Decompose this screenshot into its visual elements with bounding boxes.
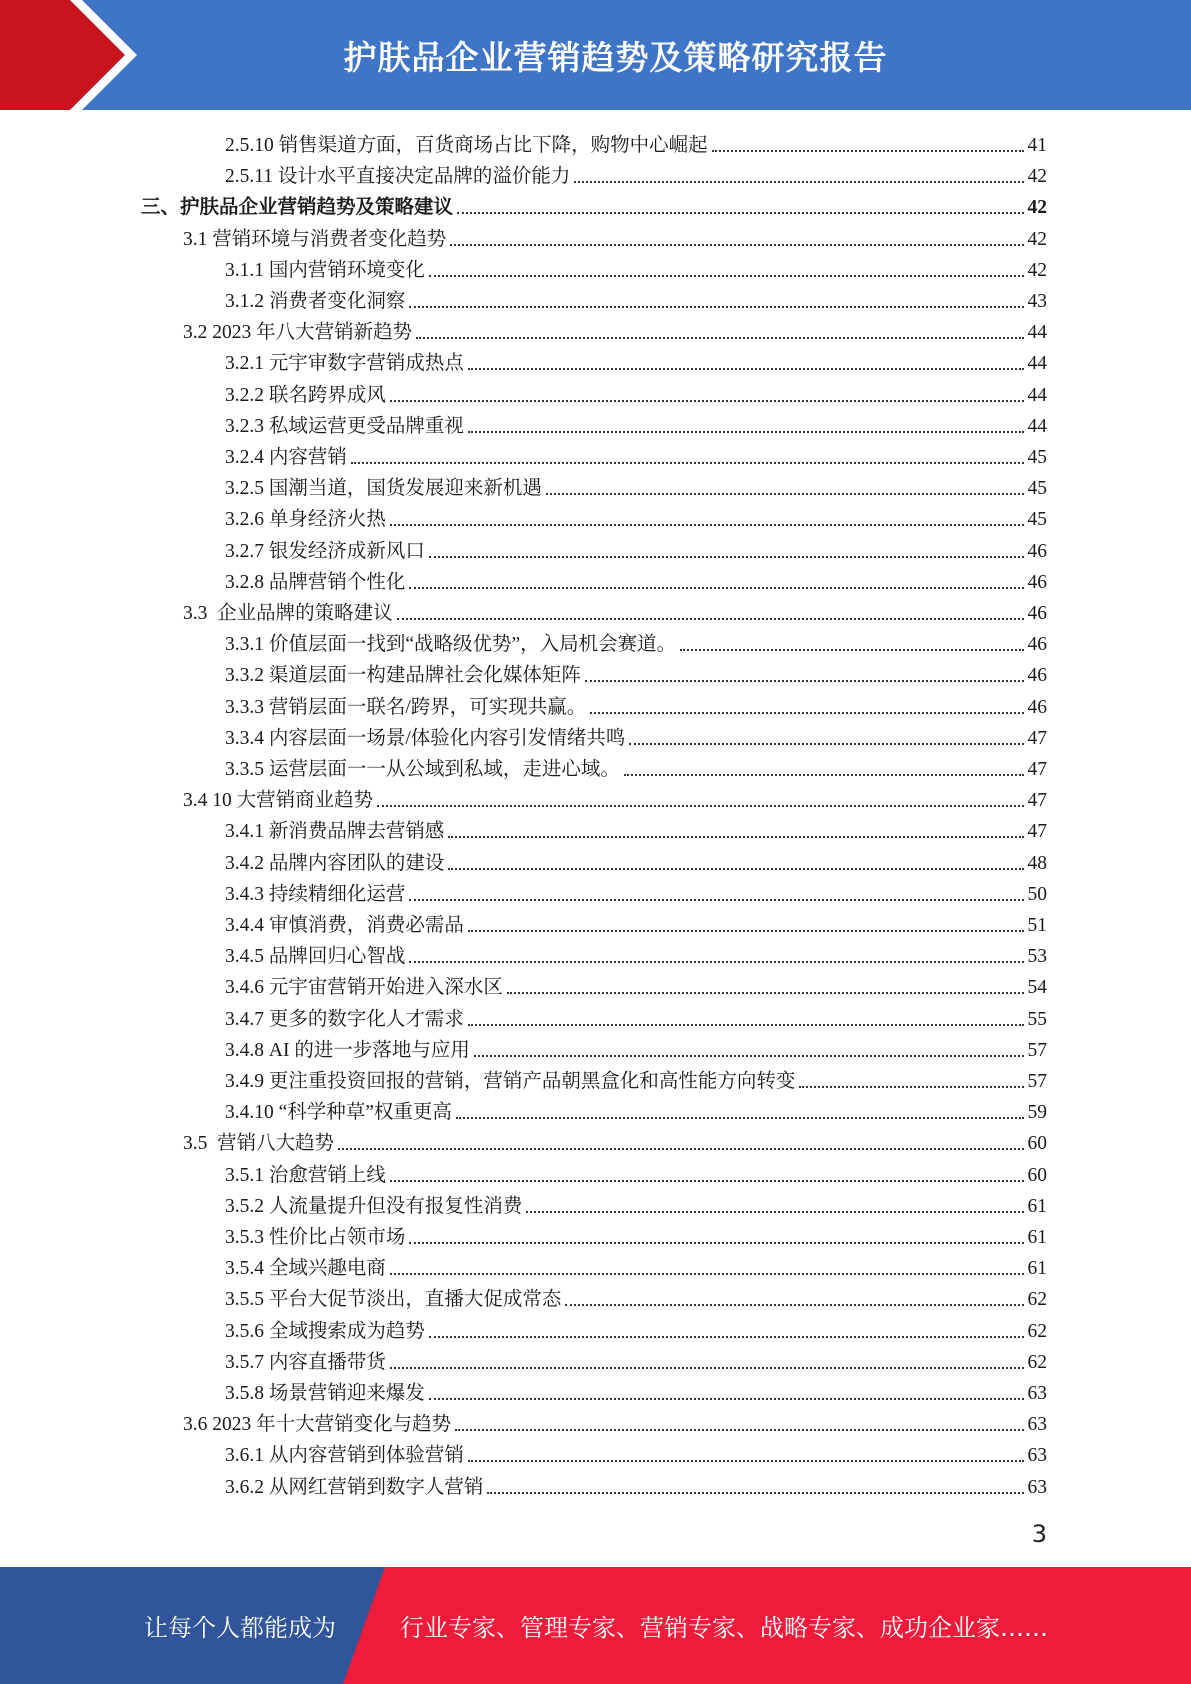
toc-entry-number: 3.6.2 xyxy=(225,1476,269,1498)
toc-entry-number: 3.4.1 xyxy=(225,821,269,843)
toc-entry-title: 2023 年八大营销新趋势 xyxy=(212,322,413,344)
toc-entry[interactable] xyxy=(225,938,1047,969)
toc-entry-page: 60 xyxy=(1027,1164,1047,1186)
toc-entry-number: 3.3.4 xyxy=(225,727,269,749)
toc-entry[interactable] xyxy=(225,1188,1047,1219)
footer-slogan: 让每个人都能成为 xyxy=(144,1614,336,1642)
toc-dot-leader xyxy=(390,524,1024,526)
toc-entry-page: 63 xyxy=(1027,1383,1047,1404)
toc-entry-number: 3.5.5 xyxy=(225,1289,269,1311)
toc-entry-title: 治愈营销上线 xyxy=(268,1164,386,1186)
toc-entry-page: 45 xyxy=(1027,509,1047,531)
toc-entry[interactable] xyxy=(225,533,1047,564)
toc-entry[interactable] xyxy=(225,1344,1047,1375)
toc-entry-title: 营销层面一联名/跨界，可实现共赢。 xyxy=(268,696,587,718)
toc-entry-title: 平台大促节淡出，直播大促成常态 xyxy=(268,1289,562,1311)
toc-entry[interactable] xyxy=(225,1281,1047,1312)
toc-entry-number: 3.5 xyxy=(183,1133,218,1155)
toc-entry-page: 46 xyxy=(1027,540,1047,562)
toc-entry-title: 三、护肤品企业营销趋势及策略建议 xyxy=(141,197,454,219)
toc-entry-title: 内容营销 xyxy=(268,447,347,468)
toc-entry-number: 3.5.2 xyxy=(225,1195,269,1217)
toc-entry[interactable] xyxy=(225,626,1047,657)
toc-entry[interactable] xyxy=(225,1032,1047,1063)
toc-dot-leader xyxy=(468,368,1024,370)
toc-entry[interactable] xyxy=(225,1063,1047,1094)
toc-dot-leader xyxy=(565,1304,1023,1306)
toc-entry[interactable] xyxy=(183,1125,1047,1156)
toc-entry-title: 审慎消费，消费必需品 xyxy=(268,915,464,936)
toc-entry[interactable] xyxy=(225,657,1047,688)
toc-entry-page: 45 xyxy=(1027,447,1047,468)
toc-entry-title: 国潮当道，国货发展迎来新机遇 xyxy=(268,478,542,500)
toc-entry-page: 62 xyxy=(1027,1320,1047,1342)
toc-entry[interactable] xyxy=(225,720,1047,751)
toc-entry-number: 3.2 xyxy=(183,322,213,344)
toc-entry-number: 3.3 xyxy=(183,603,218,624)
toc-dot-leader xyxy=(429,556,1024,558)
toc-entry-title: 性价比占领市场 xyxy=(268,1227,406,1248)
toc-dot-leader xyxy=(390,1273,1024,1275)
toc-dot-leader xyxy=(409,1242,1023,1244)
toc-entry-page: 61 xyxy=(1027,1227,1047,1248)
toc-entry-number: 3.4.10 xyxy=(225,1102,279,1124)
toc-entry-page: 50 xyxy=(1027,883,1047,905)
toc-dot-leader xyxy=(429,275,1024,277)
toc-entry[interactable] xyxy=(225,689,1047,720)
toc-entry-title: 从网红营销到数字人营销 xyxy=(268,1476,484,1498)
toc-entry-title: 单身经济火热 xyxy=(268,509,386,531)
toc-entry-number: 3.5.6 xyxy=(225,1320,269,1342)
toc-entry-number: 3.3.5 xyxy=(225,759,269,780)
toc-dot-leader xyxy=(390,1367,1024,1369)
toc-entry[interactable] xyxy=(225,408,1047,439)
toc-entry-title: 国内营销环境变化 xyxy=(268,259,425,281)
toc-dot-leader xyxy=(457,212,1023,214)
toc-entry-title: 新消费品牌去营销感 xyxy=(268,821,445,843)
toc-entry-number: 3.2.2 xyxy=(225,384,269,406)
toc-entry-page: 63 xyxy=(1027,1414,1047,1436)
toc-entry[interactable] xyxy=(183,595,1047,626)
toc-entry-number: 3.4.3 xyxy=(225,883,269,905)
toc-entry-page: 46 xyxy=(1027,696,1047,718)
toc-entry-title: AI 的进一步落地与应用 xyxy=(268,1039,470,1061)
toc-dot-leader xyxy=(799,1086,1023,1088)
toc-entry-number: 3.3.1 xyxy=(225,634,269,656)
toc-entry[interactable] xyxy=(225,470,1047,501)
toc-entry[interactable] xyxy=(225,158,1047,189)
toc-entry[interactable] xyxy=(183,782,1047,813)
toc-entry[interactable] xyxy=(225,1094,1047,1125)
toc-entry-title: 品牌营销个性化 xyxy=(268,571,406,593)
toc-entry-number: 3.2.5 xyxy=(225,478,269,500)
toc-entry-number: 3.2.7 xyxy=(225,540,269,562)
toc-entry-page: 63 xyxy=(1027,1476,1047,1498)
toc-entry-page: 55 xyxy=(1027,1008,1047,1030)
toc-entry-number: 3.3.3 xyxy=(225,696,269,718)
toc-entry-title: 销售渠道方面，百货商场占比下降，购物中心崛起 xyxy=(278,135,708,156)
toc-entry[interactable] xyxy=(225,813,1047,844)
toc-entry-number: 3.4.6 xyxy=(225,977,269,999)
toc-entry[interactable] xyxy=(225,1250,1047,1281)
toc-entry-title: 元宇审数字营销成热点 xyxy=(268,353,464,375)
toc-dot-leader xyxy=(456,1117,1024,1119)
toc-entry-number: 3.2.4 xyxy=(225,447,269,468)
toc-dot-leader xyxy=(680,649,1023,651)
toc-entry-page: 57 xyxy=(1027,1039,1047,1061)
toc-dot-leader xyxy=(377,805,1023,807)
toc-entry-page: 46 xyxy=(1027,634,1047,656)
toc-entry[interactable] xyxy=(225,501,1047,532)
toc-entry-title: 从内容营销到体验营销 xyxy=(268,1445,464,1467)
toc-entry[interactable] xyxy=(225,283,1047,314)
toc-dot-leader xyxy=(397,618,1024,620)
toc-entry-title: 元宇宙营销开始进入深水区 xyxy=(268,977,503,999)
toc-entry[interactable] xyxy=(225,751,1047,782)
toc-entry-page: 43 xyxy=(1027,291,1047,312)
toc-entry[interactable] xyxy=(225,907,1047,938)
toc-entry-number: 3.5.4 xyxy=(225,1258,269,1280)
toc-entry-number: 3.4 xyxy=(183,790,213,812)
toc-entry-page: 42 xyxy=(1027,259,1047,281)
toc-entry-title: 营销八大趋势 xyxy=(217,1133,335,1155)
toc-entry-page: 48 xyxy=(1027,852,1047,874)
toc-entry-page: 42 xyxy=(1027,166,1047,188)
toc-entry[interactable] xyxy=(183,1406,1047,1437)
toc-dot-leader xyxy=(390,1180,1024,1182)
toc-entry-title: 营销环境与消费者变化趋势 xyxy=(212,228,447,250)
toc-entry-page: 46 xyxy=(1027,571,1047,593)
toc-dot-leader xyxy=(629,743,1023,745)
report-title: 护肤品企业营销趋势及策略研究报告 xyxy=(343,37,888,77)
toc-dot-leader xyxy=(585,680,1024,682)
toc-entry-title: 运营层面一一从公域到私域，走进心域。 xyxy=(268,759,620,780)
toc-entry-page: 53 xyxy=(1027,946,1047,968)
page-number: 3 xyxy=(1031,1520,1047,1548)
toc-entry-number: 3.2.8 xyxy=(225,571,269,593)
toc-entry-title: 企业品牌的策略建议 xyxy=(217,603,393,624)
toc-entry-number: 3.4.7 xyxy=(225,1008,269,1030)
toc-dot-leader xyxy=(546,493,1024,495)
toc-entry[interactable] xyxy=(225,1469,1047,1500)
toc-entry-page: 46 xyxy=(1027,603,1047,624)
toc-dot-leader xyxy=(526,1211,1023,1213)
toc-entry[interactable] xyxy=(225,1157,1047,1188)
toc-entry-title: 设计水平直接决定品牌的溢价能力 xyxy=(277,166,571,188)
toc-entry-number: 3.5.3 xyxy=(225,1227,269,1248)
toc-entry-title: 联名跨界成风 xyxy=(268,384,386,406)
toc-entry-page: 51 xyxy=(1027,915,1047,936)
toc-entry-title: 消费者变化洞察 xyxy=(268,291,406,312)
toc-dot-leader xyxy=(487,1492,1023,1494)
toc-dot-leader xyxy=(429,1336,1024,1338)
toc-entry-page: 60 xyxy=(1027,1133,1047,1155)
toc-entry[interactable] xyxy=(225,564,1047,595)
toc-dot-leader xyxy=(455,1429,1023,1431)
toc-entry[interactable] xyxy=(225,345,1047,376)
toc-dot-leader xyxy=(338,1148,1023,1150)
footer-banner xyxy=(0,1567,1191,1684)
toc-entry[interactable] xyxy=(225,1219,1047,1250)
toc-dot-leader xyxy=(409,587,1023,589)
toc-dot-leader xyxy=(624,774,1024,776)
toc-entry[interactable] xyxy=(183,221,1047,252)
toc-entry-title: 更多的数字化人才需求 xyxy=(268,1008,464,1030)
toc-dot-leader xyxy=(416,337,1023,339)
toc-entry-number: 3.4.8 xyxy=(225,1039,269,1061)
toc-entry-number: 3.4.9 xyxy=(225,1071,269,1092)
toc-dot-leader xyxy=(448,868,1023,870)
toc-entry-page: 46 xyxy=(1027,665,1047,687)
red-chevron-decoration xyxy=(0,0,160,110)
toc-entry[interactable] xyxy=(225,377,1047,408)
report-header-banner xyxy=(0,0,1191,110)
toc-entry[interactable] xyxy=(225,1375,1047,1406)
toc-dot-leader xyxy=(468,431,1024,433)
toc-entry-number: 3.6 xyxy=(183,1414,213,1436)
toc-dot-leader xyxy=(468,1460,1024,1462)
toc-entry-number: 3.2.1 xyxy=(225,353,269,375)
toc-entry-title: 内容直播带货 xyxy=(268,1351,386,1373)
toc-entry-number: 3.1 xyxy=(183,228,213,250)
toc-entry-title: 更注重投资回报的营销，营销产品朝黑盒化和高性能方向转变 xyxy=(268,1071,796,1092)
toc-entry[interactable] xyxy=(225,439,1047,470)
toc-entry-page: 47 xyxy=(1027,759,1047,780)
toc-entry-title: 2023 年十大营销变化与趋势 xyxy=(212,1414,452,1436)
toc-entry-number: 3.2.3 xyxy=(225,415,269,437)
toc-dot-leader xyxy=(409,961,1023,963)
toc-entry-page: 44 xyxy=(1027,384,1047,406)
toc-entry-title: 场景营销迎来爆发 xyxy=(268,1383,425,1404)
toc-entry[interactable] xyxy=(225,876,1047,907)
toc-dot-leader xyxy=(590,712,1023,714)
toc-entry-page: 61 xyxy=(1027,1195,1047,1217)
toc-entry[interactable] xyxy=(141,189,1047,220)
toc-entry[interactable] xyxy=(225,1313,1047,1344)
toc-entry-number: 2.5.10 xyxy=(225,135,279,156)
toc-entry-title: 渠道层面一构建品牌社会化媒体矩阵 xyxy=(268,665,581,687)
toc-entry-number: 3.3.2 xyxy=(225,665,269,687)
toc-dot-leader xyxy=(507,992,1024,994)
toc-dot-leader xyxy=(448,836,1023,838)
toc-entry-number: 2.5.11 xyxy=(225,166,278,188)
toc-entry-page: 47 xyxy=(1027,727,1047,749)
toc-entry-page: 59 xyxy=(1027,1102,1047,1124)
toc-entry-title: 价值层面一找到“战略级优势”，入局机会赛道。 xyxy=(268,634,677,656)
toc-entry[interactable] xyxy=(183,314,1047,345)
toc-dot-leader xyxy=(450,244,1023,246)
toc-entry[interactable] xyxy=(225,969,1047,1000)
toc-entry[interactable] xyxy=(225,252,1047,283)
toc-dot-leader xyxy=(474,1055,1024,1057)
toc-entry-page: 57 xyxy=(1027,1071,1047,1092)
toc-dot-leader xyxy=(574,181,1023,183)
toc-entry-title: 人流量提升但没有报复性消费 xyxy=(268,1195,523,1217)
toc-entry[interactable] xyxy=(225,1437,1047,1468)
toc-entry-page: 47 xyxy=(1027,790,1047,812)
toc-dot-leader xyxy=(409,306,1023,308)
toc-entry-page: 44 xyxy=(1027,415,1047,437)
toc-entry-title: 内容层面一场景/体验化内容引发情绪共鸣 xyxy=(268,727,626,749)
toc-entry-page: 54 xyxy=(1027,977,1047,999)
toc-entry-number: 3.6.1 xyxy=(225,1445,269,1467)
toc-entry-page: 44 xyxy=(1027,322,1047,344)
toc-entry-number: 3.2.6 xyxy=(225,509,269,531)
toc-dot-leader xyxy=(390,400,1024,402)
toc-entry-title: 私域运营更受品牌重视 xyxy=(268,415,464,437)
toc-entry-title: 银发经济成新风口 xyxy=(268,540,425,562)
toc-entry-title: “科学种草”权重更高 xyxy=(278,1102,452,1124)
toc-dot-leader xyxy=(409,899,1023,901)
toc-entry-number: 3.5.1 xyxy=(225,1164,269,1186)
toc-dot-leader xyxy=(468,1024,1024,1026)
toc-entry-page: 61 xyxy=(1027,1258,1047,1280)
toc-entry-number: 3.1.1 xyxy=(225,259,269,281)
toc-entry-title: 持续精细化运营 xyxy=(268,883,406,905)
toc-entry-page: 41 xyxy=(1027,135,1047,156)
toc-entry-number: 3.4.5 xyxy=(225,946,269,968)
toc-entry-page: 44 xyxy=(1027,353,1047,375)
toc-dot-leader xyxy=(351,462,1024,464)
toc-dot-leader xyxy=(429,1398,1024,1400)
toc-entry-page: 62 xyxy=(1027,1351,1047,1373)
toc-dot-leader xyxy=(468,930,1024,932)
toc-entry-number: 3.1.2 xyxy=(225,291,269,312)
toc-entry-page: 62 xyxy=(1027,1289,1047,1311)
toc-entry-page: 42 xyxy=(1027,228,1047,250)
toc-entry-page: 42 xyxy=(1027,197,1047,219)
footer-expert-list: 行业专家、管理专家、营销专家、战略专家、成功企业家…… xyxy=(400,1614,1048,1642)
toc-entry-title: 品牌回归心智战 xyxy=(268,946,406,968)
toc-entry-title: 全域搜索成为趋势 xyxy=(268,1320,425,1342)
toc-entry-title: 全域兴趣电商 xyxy=(268,1258,386,1280)
toc-entry-number: 3.5.8 xyxy=(225,1383,269,1404)
toc-entry[interactable] xyxy=(225,127,1047,158)
toc-dot-leader xyxy=(712,150,1024,152)
toc-entry-page: 47 xyxy=(1027,821,1047,843)
toc-entry-page: 63 xyxy=(1027,1445,1047,1467)
toc-entry-number: 3.4.4 xyxy=(225,915,269,936)
toc-entry[interactable] xyxy=(225,1001,1047,1032)
toc-entry[interactable] xyxy=(225,845,1047,876)
toc-entry-title: 品牌内容团队的建设 xyxy=(268,852,445,874)
toc-entry-number: 3.5.7 xyxy=(225,1351,269,1373)
toc-entry-page: 45 xyxy=(1027,478,1047,500)
toc-entry-number: 3.4.2 xyxy=(225,852,269,874)
toc-entry-title: 10 大营销商业趋势 xyxy=(212,790,374,812)
